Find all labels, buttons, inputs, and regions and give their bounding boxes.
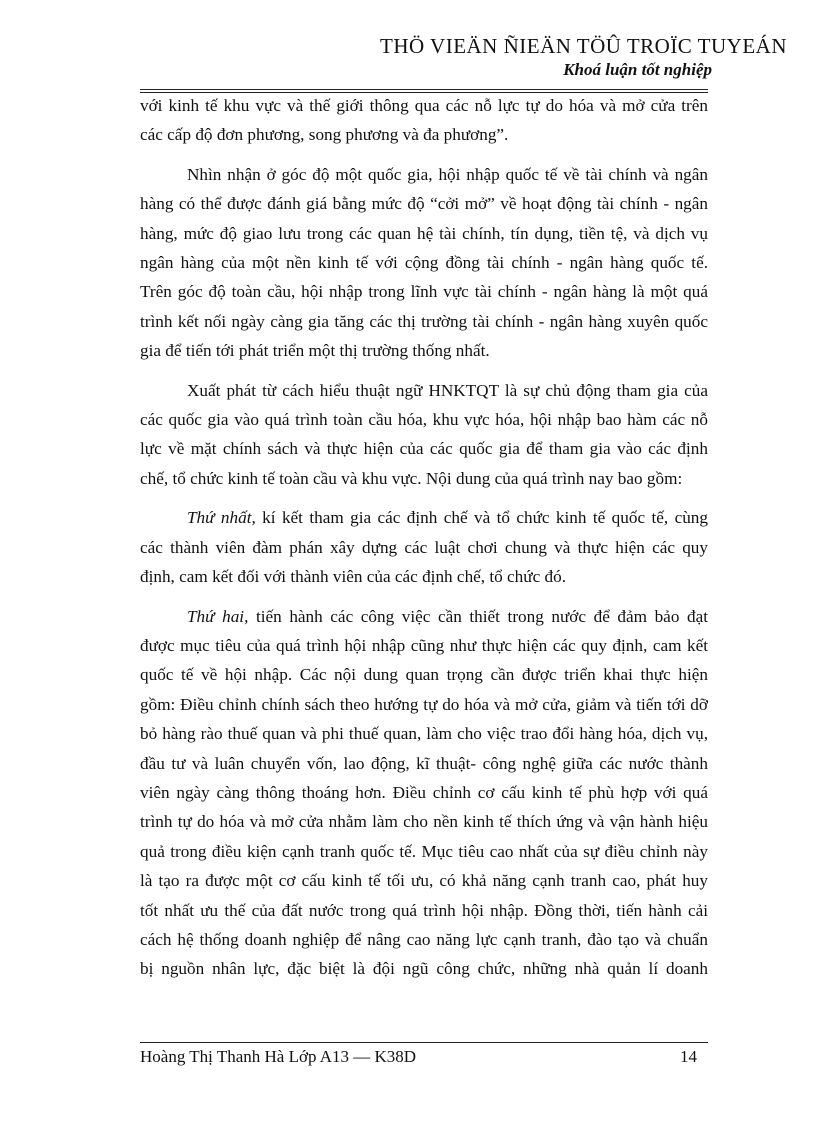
library-header-title: THÖ VIEÄN ÑIEÄN TÖÛ TROÏC TUYEÁN	[380, 34, 788, 58]
text-line: định, cam kết đối với thành viên của các định chế, tổ chức đó.	[140, 567, 566, 587]
footer-rule	[140, 1042, 708, 1043]
text-line: bỏ hàng rào thuế quan và phi thuế quan, làm cho việc trao đổi hàng hóa, dịch vụ,	[140, 724, 708, 744]
text-line: trình kết nối ngày càng gia tăng các thị trường tài chính - ngân hàng xuyên quốc	[140, 311, 708, 331]
text-line: bị nguồn nhân lực, đặc biệt là đội ngũ công chức, những nhà quản lí doanh	[140, 959, 708, 979]
paragraph-1	[140, 91, 708, 150]
text-line: Trên góc độ toàn cầu, hội nhập trong lĩnh vực tài chính - ngân hàng là một quá	[140, 282, 708, 302]
footer-author-class: Hoàng Thị Thanh Hà Lớp A13 — K38D	[140, 1047, 417, 1066]
document-type-subtitle: Khoá luận tốt nghiệp	[563, 60, 712, 79]
body-text	[140, 91, 708, 984]
text-line: ngân hàng của một nền kinh tế với cộng đồng tài chính - ngân hàng quốc tế.	[140, 253, 708, 273]
text-line: gia để tiến tới phát triển một thị trường thống nhất.	[140, 341, 490, 361]
text-line: Nhìn nhận ở góc độ một quốc gia, hội nhập quốc tế về tài chính và ngân	[187, 164, 708, 184]
text-line: chế, tổ chức kinh tế toàn cầu và khu vực. Nội dung của quá trình nay bao gồm:	[140, 468, 683, 488]
text-line: trình tự do hóa và mở cửa nhằm làm cho nền kinh tế thích ứng và vận hành hiệu	[140, 812, 708, 832]
text-line	[140, 503, 708, 532]
page-number: 14	[680, 1047, 697, 1066]
text-line: các quốc gia vào quá trình toàn cầu hóa, khu vực hóa, hội nhập bao hàm các nỗ	[140, 410, 708, 430]
text-line: hàng, mức độ giao lưu trong các quan hệ tài chính, tín dụng, tiền tệ, và dịch vụ	[140, 223, 708, 243]
text-line: hàng có thể được đánh giá bằng mức độ “cởi mở” về hoạt động tài chính - ngân	[140, 194, 708, 214]
paragraph-5	[140, 602, 708, 984]
text-line: với kinh tế khu vực và thế giới thông qua các nỗ lực tự do hóa và mở cửa trên	[140, 96, 708, 115]
paragraph-3	[140, 376, 708, 494]
paragraph-4	[140, 503, 708, 591]
text-line: đầu tư và luân chuyển vốn, lao động, kĩ thuật- công nghệ giữa các nước thành	[140, 753, 708, 773]
text-line: cách hệ thống doanh nghiệp để nâng cao năng lực cạnh tranh, đào tạo và chuẩn	[140, 929, 708, 949]
text-line: gồm: Điều chỉnh chính sách theo hướng tự do hóa và mở cửa, giảm và tiến tới dỡ	[140, 694, 708, 714]
text-line: các cấp độ đơn phương, song phương và đa phương”.	[140, 125, 509, 145]
text-line: lực về mặt chính sách và thực hiện của các quốc gia để tham gia vào các định	[140, 439, 708, 459]
text-line: các thành viên đàm phán xây dựng các luật chơi chung và thực hiện các quy	[140, 537, 708, 557]
text-line: tốt nhất ưu thế của đất nước trong quá trình hội nhập. Đồng thời, tiến hành cải	[140, 900, 708, 920]
ordinal-lead: Thứ nhất,	[187, 508, 256, 528]
text-line: được mục tiêu của quá trình hội nhập cũng như thực hiện các quy định, cam kết	[140, 635, 708, 655]
text-line: quả trong điều kiện cạnh tranh quốc tế. Mục tiêu cao nhất của sự điều chỉnh này	[140, 841, 708, 861]
text-line: viên ngày càng thông thoáng hơn. Điều chỉnh cơ cấu kinh tế phù hợp với quá	[140, 782, 708, 802]
text-line	[140, 602, 708, 631]
paragraph-2	[140, 160, 708, 366]
text-line: là tạo ra được một cơ cấu kinh tế tối ưu, có khả năng cạnh tranh cao, phát huy	[140, 871, 708, 891]
text-line: quốc tế về hội nhập. Các nội dung quan trọng cần được triển khai thực hiện	[140, 665, 708, 685]
text-run: tiến hành các công việc cần thiết trong nước để đảm bảo đạt	[248, 606, 708, 626]
ordinal-lead: Thứ hai,	[187, 606, 249, 626]
text-run: kí kết tham gia các định chế và tổ chức kinh tế quốc tế, cùng	[255, 508, 708, 528]
text-line: Xuất phát từ cách hiểu thuật ngữ HNKTQT là sự chủ động tham gia của	[187, 380, 708, 400]
